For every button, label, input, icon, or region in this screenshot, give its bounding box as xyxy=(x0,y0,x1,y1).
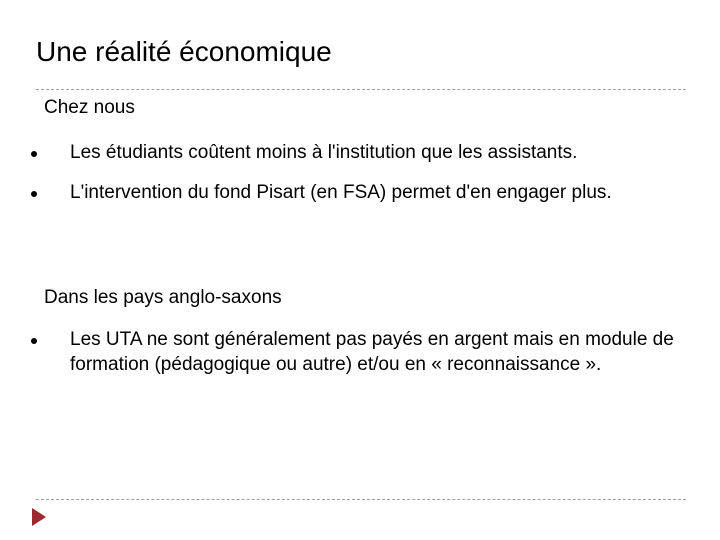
footer-divider xyxy=(36,499,686,500)
section-heading-anglo-saxons: Dans les pays anglo-saxons xyxy=(44,287,282,308)
bullet-list-anglo-saxons xyxy=(0,328,720,377)
list-item xyxy=(0,141,720,166)
list-item xyxy=(0,328,720,377)
bullet-text: Les UTA ne sont généralement pas payés en argent mais en module de formation (pédagogique ou autre) et/ou en « reconnaissance ». xyxy=(70,329,674,375)
bullet-dot-icon xyxy=(31,151,37,157)
arrow-shape xyxy=(32,508,46,526)
list-item xyxy=(0,181,720,206)
bullet-text: L'intervention du fond Pisart (en FSA) permet d'en engager plus. xyxy=(70,181,612,203)
bullet-dot-icon xyxy=(31,191,37,197)
next-slide-arrow-icon[interactable] xyxy=(30,506,48,528)
title-divider xyxy=(36,89,686,90)
bullet-list-chez-nous xyxy=(0,141,720,205)
slide-title: Une réalité économique xyxy=(36,36,332,67)
bullet-text: Les étudiants coûtent moins à l'institution que les assistants. xyxy=(70,142,578,163)
section-heading-chez-nous: Chez nous xyxy=(44,97,135,118)
bullet-dot-icon xyxy=(31,338,37,344)
